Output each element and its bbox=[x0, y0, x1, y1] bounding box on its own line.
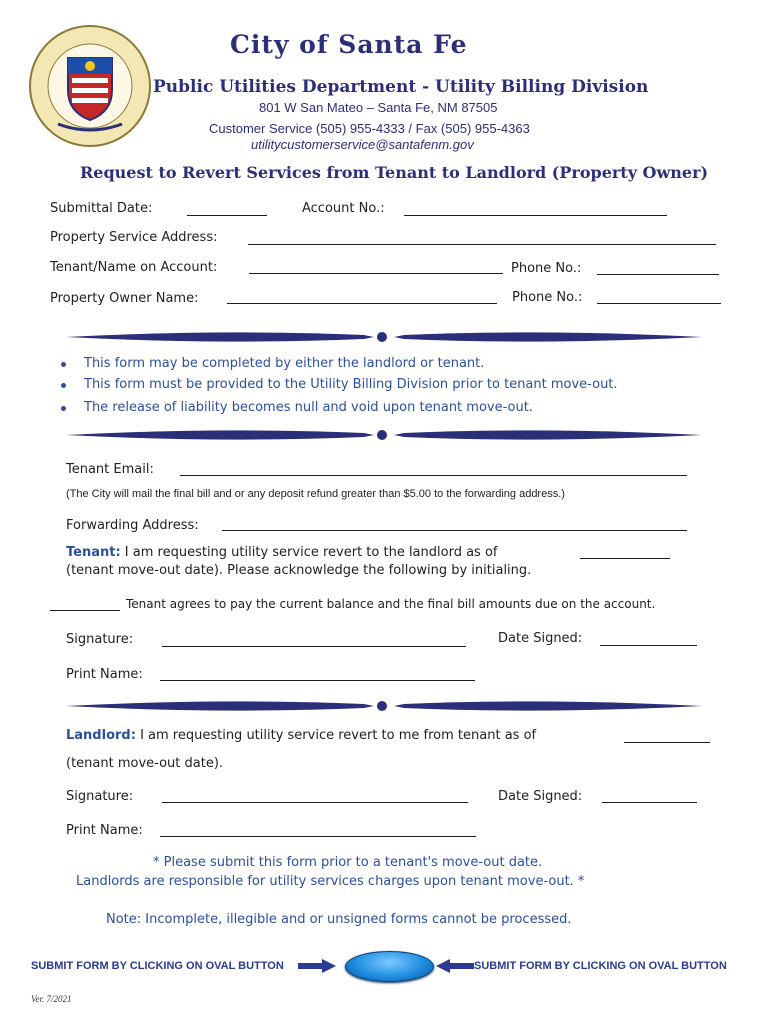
landlord-print-name-field[interactable] bbox=[160, 836, 476, 837]
landlord-request-line1 bbox=[66, 728, 536, 743]
tenant-name-field[interactable] bbox=[249, 273, 503, 274]
bullet-item: This form must be provided to the Utility Billing Division prior to tenant move-out. bbox=[84, 377, 618, 392]
department-phone: Customer Service (505) 955-4333 / Fax (505) 955-4363 bbox=[209, 121, 530, 136]
tenant-email-label: Tenant Email: bbox=[66, 462, 154, 477]
note-landlords: Landlords are responsible for utility services charges upon tenant move-out. * bbox=[76, 874, 585, 889]
bullet-dot bbox=[61, 383, 66, 388]
bullet-dot bbox=[61, 406, 66, 411]
tenant-move-out-date-field[interactable] bbox=[580, 558, 670, 559]
tenant-date-signed-label: Date Signed: bbox=[498, 631, 583, 646]
note-please-submit: * Please submit this form prior to a tenant's move-out date. bbox=[153, 855, 543, 870]
department-address: 801 W San Mateo – Santa Fe, NM 87505 bbox=[259, 100, 498, 115]
ornamental-divider bbox=[64, 427, 704, 443]
phone-no-label-1: Phone No.: bbox=[511, 261, 582, 276]
tenant-request-line2: (tenant move-out date). Please acknowledge the following by initialing. bbox=[66, 563, 532, 578]
tenant-initial-field[interactable] bbox=[50, 610, 120, 611]
city-seal bbox=[28, 24, 152, 148]
property-owner-name-label: Property Owner Name: bbox=[50, 291, 199, 306]
tenant-print-name-label: Print Name: bbox=[66, 667, 143, 682]
property-service-address-field[interactable] bbox=[248, 244, 716, 245]
phone-no-field-2[interactable] bbox=[597, 303, 721, 304]
landlord-date-signed-field[interactable] bbox=[602, 802, 697, 803]
ornamental-divider bbox=[64, 698, 704, 714]
phone-no-field-1[interactable] bbox=[597, 274, 719, 275]
landlord-request-text: I am requesting utility service revert to me from tenant as of bbox=[140, 728, 537, 743]
phone-no-label-2: Phone No.: bbox=[512, 290, 583, 305]
property-owner-name-field[interactable] bbox=[227, 303, 497, 304]
tenant-name-label: Tenant/Name on Account: bbox=[50, 260, 218, 275]
city-name: City of Santa Fe bbox=[230, 30, 468, 59]
tenant-agree-text: Tenant agrees to pay the current balance and the final bill amounts due on the account. bbox=[126, 597, 656, 611]
submit-oval-button[interactable] bbox=[345, 951, 434, 982]
form-title: Request to Revert Services from Tenant to Landlord (Property Owner) bbox=[80, 163, 709, 182]
mail-note: (The City will mail the final bill and or any deposit refund greater than $5.00 to the forwarding address.) bbox=[66, 488, 565, 500]
forwarding-address-field[interactable] bbox=[222, 530, 687, 531]
version-label: Ver. 7/2021 bbox=[31, 994, 72, 1004]
left-arrow-icon bbox=[436, 958, 474, 972]
submittal-date-label: Submittal Date: bbox=[50, 201, 153, 216]
landlord-signature-field[interactable] bbox=[162, 802, 468, 803]
tenant-lead: Tenant: bbox=[66, 545, 121, 560]
tenant-signature-field[interactable] bbox=[162, 646, 466, 647]
tenant-email-field[interactable] bbox=[180, 475, 687, 476]
ornamental-divider bbox=[64, 329, 704, 345]
landlord-lead: Landlord: bbox=[66, 728, 136, 743]
landlord-request-line2: (tenant move-out date). bbox=[66, 756, 224, 771]
bullet-item: This form may be completed by either the landlord or tenant. bbox=[84, 356, 485, 371]
tenant-signature-label: Signature: bbox=[66, 632, 134, 647]
tenant-request-text: I am requesting utility service revert to the landlord as of bbox=[124, 545, 498, 560]
bullet-dot bbox=[61, 362, 66, 367]
bullet-item: The release of liability becomes null and void upon tenant move-out. bbox=[84, 400, 533, 415]
landlord-print-name-label: Print Name: bbox=[66, 823, 143, 838]
tenant-print-name-field[interactable] bbox=[160, 680, 475, 681]
department-email: utilitycustomerservice@santafenm.gov bbox=[251, 137, 474, 152]
right-arrow-icon bbox=[298, 958, 336, 972]
department-name: Public Utilities Department - Utility Billing Division bbox=[153, 77, 649, 97]
note-incomplete: Note: Incomplete, illegible and or unsigned forms cannot be processed. bbox=[106, 912, 572, 927]
tenant-date-signed-field[interactable] bbox=[600, 645, 697, 646]
submit-label-right: SUBMIT FORM BY CLICKING ON OVAL BUTTON bbox=[474, 960, 727, 972]
submit-label-left: SUBMIT FORM BY CLICKING ON OVAL BUTTON bbox=[31, 960, 284, 972]
submittal-date-field[interactable] bbox=[187, 215, 267, 216]
tenant-request-line1 bbox=[66, 545, 497, 560]
forwarding-address-label: Forwarding Address: bbox=[66, 518, 199, 533]
landlord-move-out-date-field[interactable] bbox=[624, 742, 710, 743]
landlord-signature-label: Signature: bbox=[66, 789, 134, 804]
property-service-address-label: Property Service Address: bbox=[50, 230, 218, 245]
account-no-label: Account No.: bbox=[302, 201, 385, 216]
account-no-field[interactable] bbox=[404, 215, 667, 216]
landlord-date-signed-label: Date Signed: bbox=[498, 789, 583, 804]
